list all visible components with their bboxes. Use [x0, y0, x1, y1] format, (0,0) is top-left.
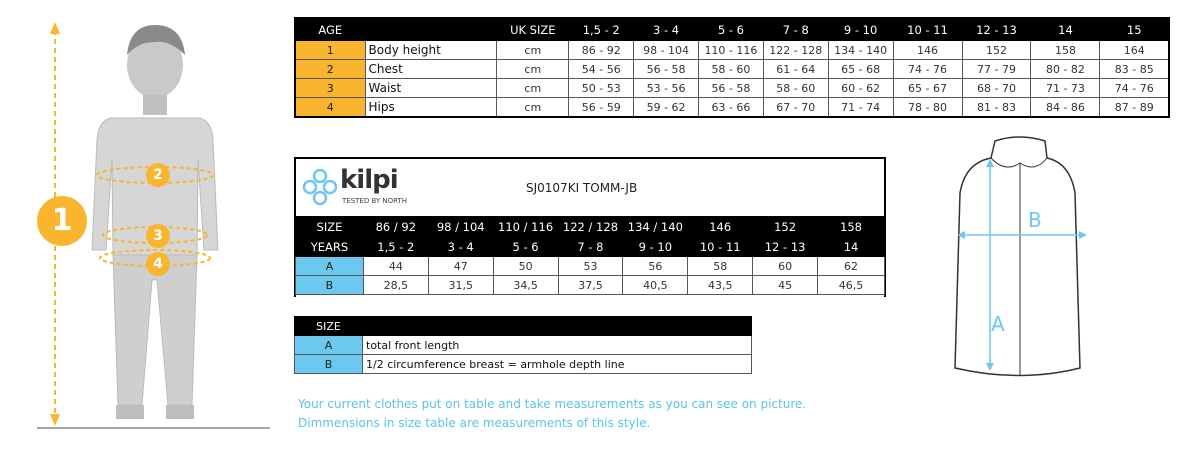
header-cell: 12 - 13	[962, 18, 1031, 41]
value-cell: 54 - 56	[569, 60, 634, 79]
header-cell: 9 - 10	[828, 18, 893, 41]
value-cell: 50 - 53	[569, 79, 634, 98]
years-cell: 10 - 11	[688, 237, 753, 257]
years-cell: 12 - 13	[753, 237, 818, 257]
row-number: 4	[295, 98, 365, 118]
legend-text: 1/2 circumference breast = armhole depth line	[363, 355, 752, 374]
value-cell: 58 - 60	[699, 60, 764, 79]
value-cell: 50	[493, 257, 558, 276]
years-cell: 9 - 10	[623, 237, 688, 257]
size-cell: 146	[688, 217, 753, 237]
row-name: Body height	[365, 41, 497, 60]
unit-cell: cm	[497, 41, 569, 60]
header-cell: 3 - 4	[634, 18, 699, 41]
row-label: B	[296, 276, 364, 295]
value-cell: 59 - 62	[634, 98, 699, 118]
legend-label: B	[295, 355, 363, 374]
size-cell: 98 / 104	[428, 217, 493, 237]
value-cell: 158	[1031, 41, 1100, 60]
row-name: Hips	[365, 98, 497, 118]
value-cell: 74 - 76	[1100, 79, 1169, 98]
marker-3: 3	[146, 224, 170, 248]
brand-name: kilpi	[340, 165, 398, 195]
years-cell: 5 - 6	[493, 237, 558, 257]
marker-1: 1	[37, 196, 87, 246]
value-cell: 56 - 58	[634, 60, 699, 79]
product-size-table	[294, 157, 886, 297]
value-cell: 43,5	[688, 276, 753, 295]
table-row	[296, 276, 885, 295]
value-cell: 60 - 62	[828, 79, 893, 98]
header-cell: 10 - 11	[893, 18, 962, 41]
header-cell: AGE	[295, 18, 365, 41]
value-cell: 65 - 68	[828, 60, 893, 79]
value-cell: 122 - 128	[763, 41, 828, 60]
header-cell: 15	[1100, 18, 1169, 41]
size-label: SIZE	[296, 217, 364, 237]
value-cell: 62	[818, 257, 885, 276]
table-row	[295, 41, 1169, 60]
unit-cell: cm	[497, 60, 569, 79]
value-cell: 44	[363, 257, 428, 276]
value-cell: 86 - 92	[569, 41, 634, 60]
value-cell: 56 - 59	[569, 98, 634, 118]
years-cell: 3 - 4	[428, 237, 493, 257]
years-label: YEARS	[296, 237, 364, 257]
legend-label: A	[295, 336, 363, 355]
marker-2: 2	[146, 163, 170, 187]
size-cell: 122 / 128	[558, 217, 623, 237]
value-cell: 63 - 66	[699, 98, 764, 118]
value-cell: 58 - 60	[763, 79, 828, 98]
value-cell: 60	[753, 257, 818, 276]
size-cell: 86 / 92	[363, 217, 428, 237]
marker-4: 4	[146, 252, 170, 276]
table-row	[296, 257, 885, 276]
legend-text: total front length	[363, 336, 752, 355]
value-cell: 56 - 58	[699, 79, 764, 98]
legend-header: SIZE	[295, 317, 363, 336]
unit-cell: cm	[497, 79, 569, 98]
value-cell: 40,5	[623, 276, 688, 295]
value-cell: 146	[893, 41, 962, 60]
header-cell: 7 - 8	[763, 18, 828, 41]
value-cell: 164	[1100, 41, 1169, 60]
row-name: Chest	[365, 60, 497, 79]
product-code: SJ0107KI TOMM-JB	[526, 181, 638, 195]
value-cell: 46,5	[818, 276, 885, 295]
kilpi-logo-icon	[302, 167, 338, 207]
size-table	[294, 17, 1170, 118]
size-cell: 152	[753, 217, 818, 237]
table-row	[295, 60, 1169, 79]
row-name: Waist	[365, 79, 497, 98]
table-row	[295, 98, 1169, 118]
value-cell: 56	[623, 257, 688, 276]
value-cell: 80 - 82	[1031, 60, 1100, 79]
value-cell: 71 - 73	[1031, 79, 1100, 98]
unit-cell: cm	[497, 98, 569, 118]
value-cell: 53 - 56	[634, 79, 699, 98]
value-cell: 47	[428, 257, 493, 276]
value-cell: 71 - 74	[828, 98, 893, 118]
row-number: 2	[295, 60, 365, 79]
years-cell: 14	[818, 237, 885, 257]
value-cell: 58	[688, 257, 753, 276]
value-cell: 28,5	[363, 276, 428, 295]
row-label: A	[296, 257, 364, 276]
row-number: 3	[295, 79, 365, 98]
years-cell: 1,5 - 2	[363, 237, 428, 257]
header-cell: 14	[1031, 18, 1100, 41]
header-cell: 5 - 6	[699, 18, 764, 41]
value-cell: 98 - 104	[634, 41, 699, 60]
value-cell: 77 - 79	[962, 60, 1031, 79]
value-cell: 67 - 70	[763, 98, 828, 118]
header-cell: 1,5 - 2	[569, 18, 634, 41]
years-cell: 7 - 8	[558, 237, 623, 257]
size-cell: 158	[818, 217, 885, 237]
brand-tagline: TESTED BY NORTH	[342, 197, 408, 205]
value-cell: 87 - 89	[1100, 98, 1169, 118]
value-cell: 34,5	[493, 276, 558, 295]
value-cell: 68 - 70	[962, 79, 1031, 98]
measurement-legend-table	[294, 316, 752, 374]
value-cell: 65 - 67	[893, 79, 962, 98]
note-line-2: Dimmensions in size table are measurements of this style.	[298, 416, 651, 430]
size-cell: 134 / 140	[623, 217, 688, 237]
vest-illustration	[945, 133, 1095, 383]
value-cell: 84 - 86	[1031, 98, 1100, 118]
value-cell: 31,5	[428, 276, 493, 295]
vest-label-a: A	[991, 312, 1005, 336]
note-line-1: Your current clothes put on table and take measurements as you can see on picture.	[298, 397, 807, 411]
value-cell: 61 - 64	[763, 60, 828, 79]
value-cell: 81 - 83	[962, 98, 1031, 118]
value-cell: 37,5	[558, 276, 623, 295]
value-cell: 78 - 80	[893, 98, 962, 118]
value-cell: 110 - 116	[699, 41, 764, 60]
value-cell: 134 - 140	[828, 41, 893, 60]
value-cell: 83 - 85	[1100, 60, 1169, 79]
row-number: 1	[295, 41, 365, 60]
value-cell: 45	[753, 276, 818, 295]
header-cell	[365, 18, 497, 41]
value-cell: 74 - 76	[893, 60, 962, 79]
size-cell: 110 / 116	[493, 217, 558, 237]
vest-label-b: B	[1028, 208, 1042, 232]
value-cell: 152	[962, 41, 1031, 60]
header-cell: UK SIZE	[497, 18, 569, 41]
table-row	[295, 79, 1169, 98]
value-cell: 53	[558, 257, 623, 276]
